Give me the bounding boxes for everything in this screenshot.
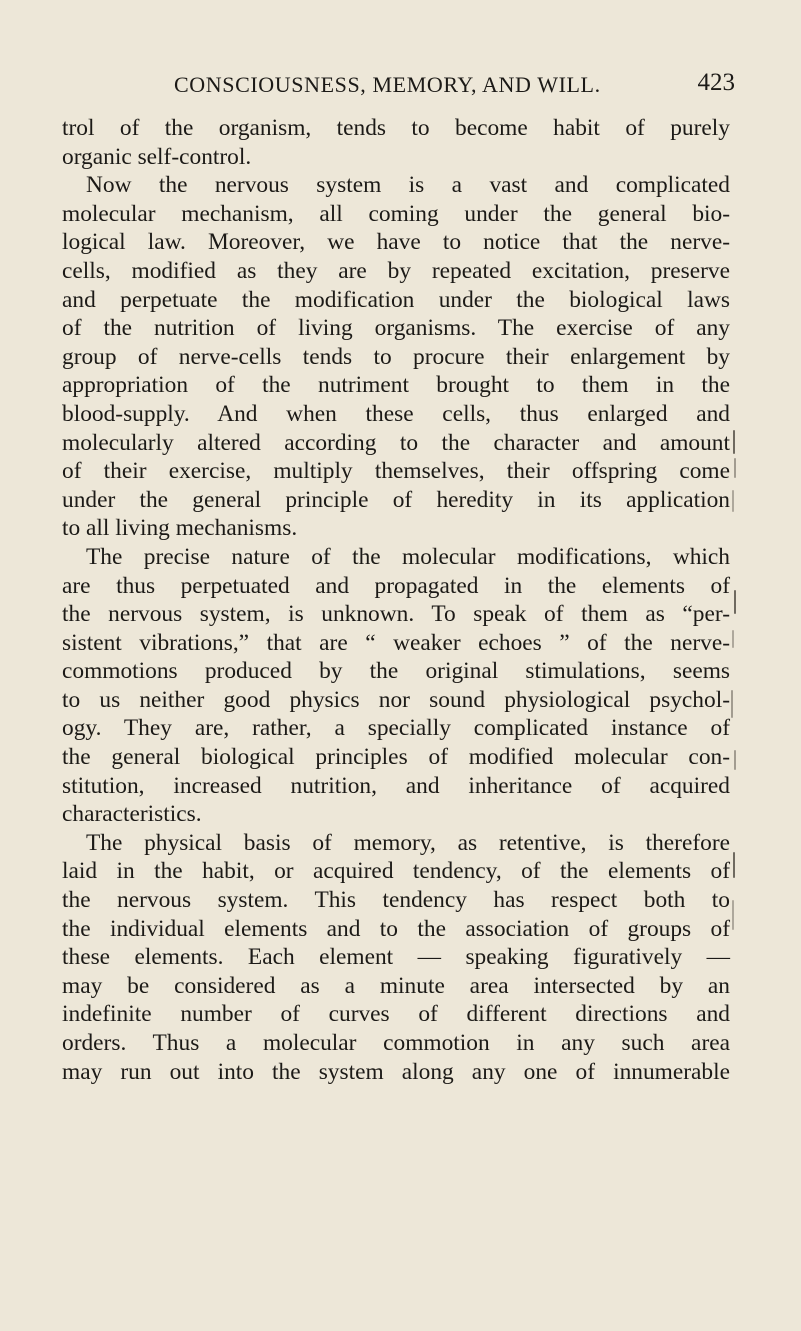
text-line: orders. Thus a molecular commotion in any such area [62, 1030, 730, 1056]
text-line: ogy. They are, rather, a specially complicated instance of [62, 715, 730, 742]
text-line: commotions produced by the original stimulations, seems [62, 658, 730, 685]
page-number: 423 [697, 69, 735, 96]
text-line: characteristics. [62, 801, 202, 828]
scan-edge-mark [734, 458, 736, 478]
text-line: of the nutrition of living organisms. The exercise of any [62, 315, 730, 342]
text-line: to all living mechanisms. [62, 515, 298, 542]
text-line: trol of the organism, tends to become habit of purely [62, 115, 730, 141]
scan-edge-mark [732, 900, 734, 930]
text-line: cells, modified as they are by repeated excitation, preserve [62, 257, 730, 284]
text-line: molecularly altered according to the character and amount [62, 429, 730, 456]
running-title: CONSCIOUSNESS, MEMORY, AND WILL. [174, 72, 601, 97]
text-line: stitution, increased nutrition, and inheritance of acquired [62, 772, 730, 799]
body-text [62, 114, 730, 1086]
text-line: of their exercise, multiply themselves, their offspring come [62, 458, 730, 485]
scan-edge-mark [733, 430, 735, 454]
scan-edge-mark [733, 852, 735, 878]
text-line: indefinite number of curves of different directions and [62, 1001, 730, 1028]
running-head [62, 69, 735, 102]
text-line: molecular mechanism, all coming under the general bio- [62, 200, 730, 227]
text-line: blood-supply. And when these cells, thus enlarged and [62, 400, 730, 427]
scan-edge-mark [732, 490, 734, 512]
text-line: appropriation of the nutriment brought to them in the [62, 372, 730, 399]
scan-edge-mark [732, 630, 734, 648]
scan-edge-mark [734, 750, 736, 770]
text-line: Now the nervous system is a vast and complicated [86, 172, 730, 199]
text-line: to us neither good physics nor sound physiological psychol- [62, 686, 730, 713]
text-line: may run out into the system along any one of innumerable [62, 1058, 730, 1085]
text-line: under the general principle of heredity in its application [62, 486, 730, 513]
text-line: are thus perpetuated and propagated in the elements of [62, 572, 730, 599]
text-line: may be considered as a minute area intersected by an [62, 972, 730, 999]
scan-edge-mark [731, 690, 733, 718]
text-line: and perpetuate the modification under the biological laws [62, 286, 730, 313]
text-line: laid in the habit, or acquired tendency, of the elements of [62, 858, 730, 885]
scan-edge-mark [734, 590, 736, 614]
text-line: The physical basis of memory, as retentive, is therefore [86, 829, 730, 856]
text-line: group of nerve-cells tends to procure their enlargement by [62, 343, 730, 370]
text-line: the nervous system. This tendency has respect both to [62, 887, 730, 914]
text-line: the individual elements and to the association of groups of [62, 915, 730, 942]
text-line: the general biological principles of modified molecular con- [62, 744, 730, 771]
text-line: the nervous system, is unknown. To speak of them as “per- [62, 601, 730, 628]
text-line: organic self-control. [62, 143, 252, 170]
text-line: these elements. Each element — speaking figuratively — [62, 944, 730, 971]
text-line: The precise nature of the molecular modifications, which [86, 543, 730, 570]
text-line: sistent vibrations,” that are “ weaker echoes ” of the nerve- [62, 629, 730, 656]
text-line: logical law. Moreover, we have to notice that the nerve- [62, 229, 730, 256]
